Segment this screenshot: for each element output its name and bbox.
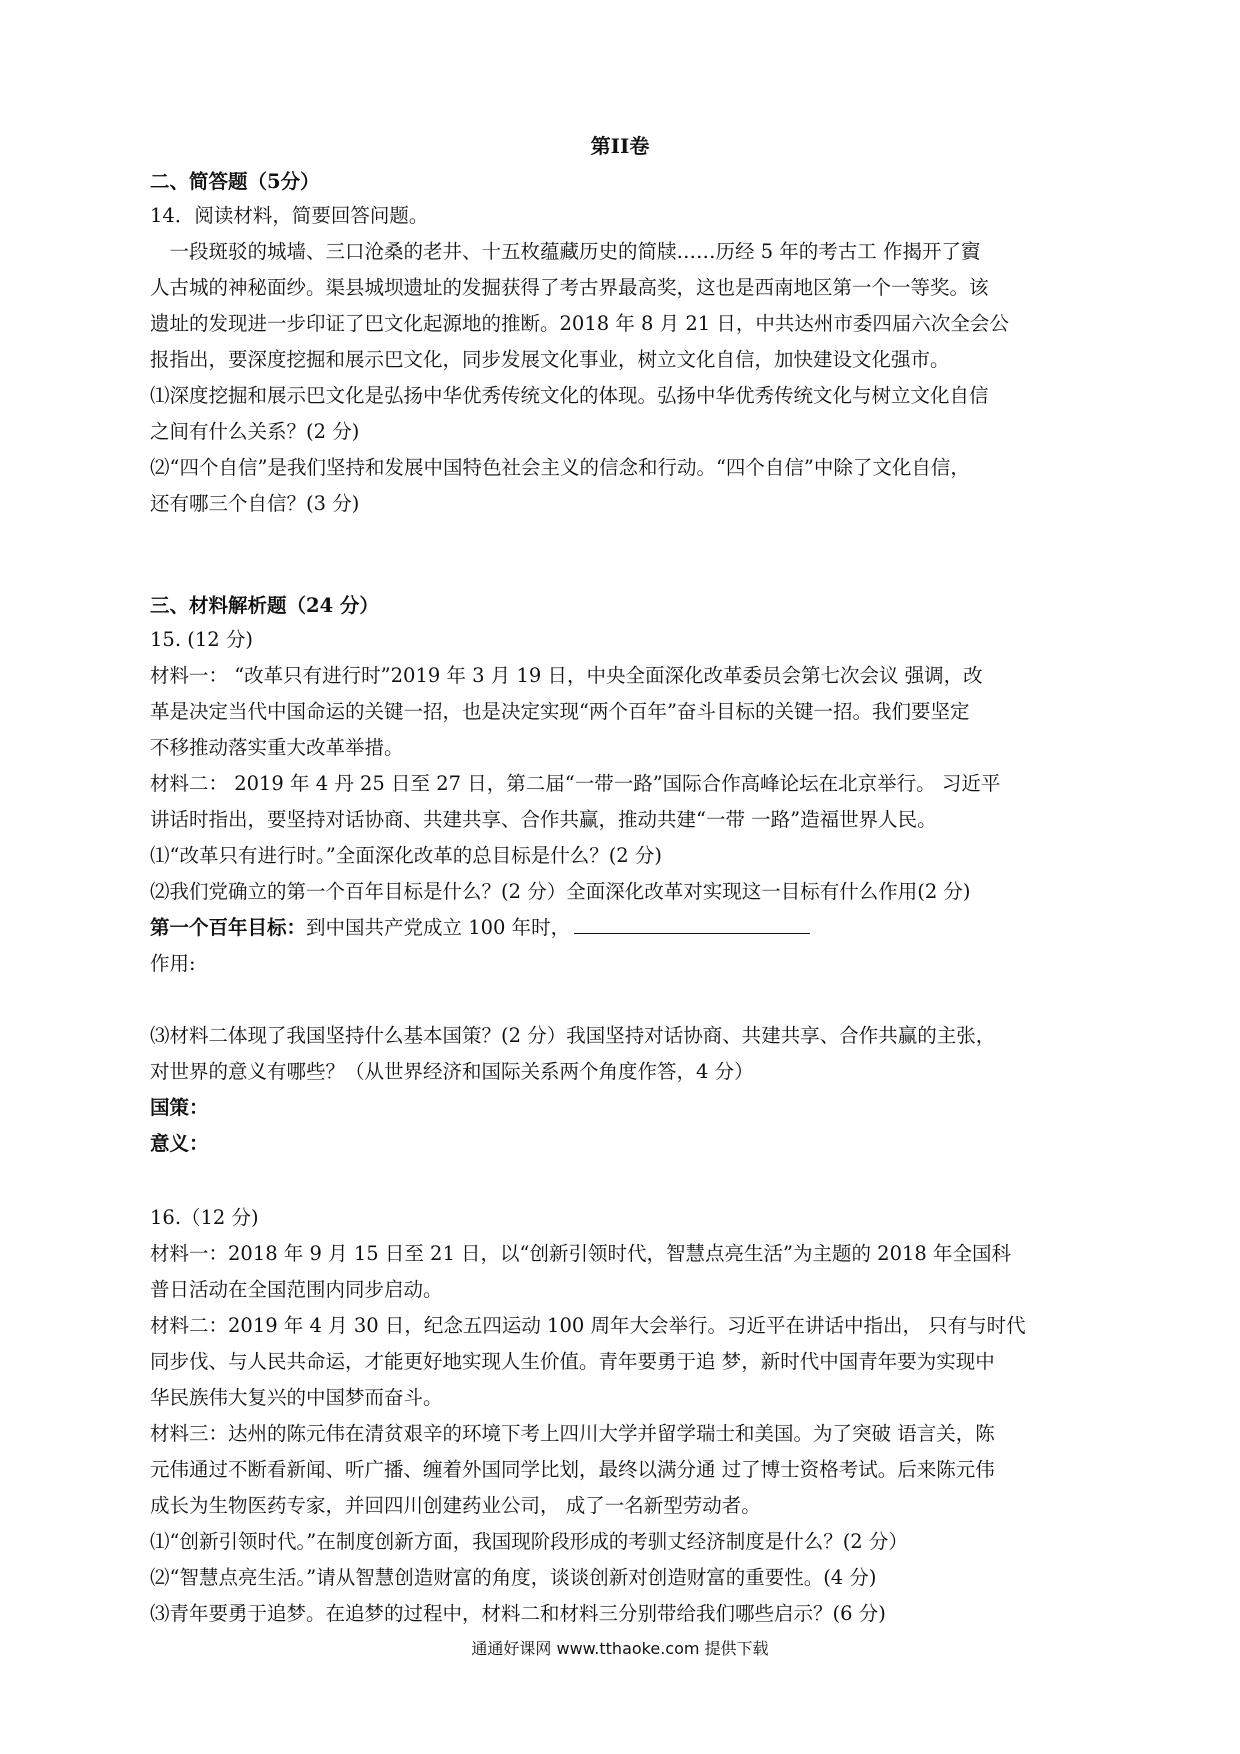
q14-sub1-line: ⑴深度挖掘和展示巴文化是弘扬中华优秀传统文化的体现。弘扬中华优秀传统文化与树立文化自信 [150,384,989,407]
q14-material-line: 一段斑驳的城墙、三口沧桑的老井、十五枚蕴藏历史的简牍……历经 5 年的考古工 作揭开了賨 [150,240,981,263]
q15-effect-label: 作用: [150,952,196,975]
q16-material3-line: 元伟通过不断看新闻、听广播、缠着外国同学比划，最终以满分通 过了博士资格考试。后来陈元伟 [150,1458,995,1481]
q16-material2-line: 华民族伟大复兴的中国梦而奋斗。 [150,1386,443,1409]
goal-label: 第一个百年目标： [150,916,307,939]
q16-material2-line: 同步伐、与人民共命运，才能更好地实现人生价值。青年要勇于追 梦，新时代中国青年要为实现中 [150,1350,995,1373]
q14-material-line: 报指出，要深度挖掘和展示巴文化，同步发展文化事业，树立文化自信，加快建设文化强市。 [150,348,950,371]
q15-material1-line: 革是决定当代中国命运的关键一招，也是决定实现“两个百年”奋斗目标的关键一招。我们要坚定 [150,700,970,723]
q15-material1-line: 不移推动落实重大改革举措。 [150,736,404,759]
q16-sub2: ⑵“智慧点亮生活。”请从智慧创造财富的角度，谈谈创新对创造财富的重要性。(4 分) [150,1566,877,1589]
q16-material1-line: 普日活动在全国范围内同步启动。 [150,1278,443,1301]
goal-text: 到中国共产党成立 100 年时， [306,916,571,939]
q16-material2-line: 材料二：2019 年 4 月 30 日，纪念五四运动 100 周年大会举行。习近平在讲话中指出， 只有与时代 [150,1314,1026,1337]
q15-sub1: ⑴“改革只有进行时。”全面深化改革的总目标是什么？(2 分) [150,844,663,867]
q14-sub2-line: ⑵“四个自信”是我们坚持和发展中国特色社会主义的信念和行动。“四个自信”中除了文化自信， [150,456,970,479]
q15-sub2: ⑵我们党确立的第一个百年目标是什么？(2 分）全面深化改革对实现这一目标有什么作用(2 分) [150,880,971,903]
answer-blank[interactable] [574,913,810,934]
q15-sub3-line: 对世界的意义有哪些？（从世界经济和国际关系两个角度作答，4 分） [150,1060,754,1083]
q16-material3-line: 材料三：达州的陈元伟在清贫艰辛的环境下考上四川大学并留学瑞士和美国。为了突破 语言关，陈 [150,1422,995,1445]
section2-heading: 二、简答题（5分） [150,170,320,193]
q16-material3-line: 成长为生物医药专家，并回四川创建药业公司， 成了一名新型劳动者。 [150,1494,761,1517]
q15-goal-row [150,910,1090,946]
q15-sub3-line: ⑶材料二体现了我国坚持什么基本国策？(2 分）我国坚持对话协商、共建共享、合作共赢的主张， [150,1024,996,1047]
q16-stem: 16.（12 分) [150,1206,259,1229]
q16-sub3: ⑶青年要勇于追梦。在追梦的过程中，材料二和材料三分别带给我们哪些启示？(6 分) [150,1602,886,1625]
q16-material1-line: 材料一：2018 年 9 月 15 日至 21 日，以“创新引领时代，智慧点亮生活”为主题的 2018 年全国科 [150,1242,1012,1265]
q14-stem: 14．阅读材料，简要回答问题。 [150,204,429,227]
meaning-label: 意义： [150,1132,209,1155]
q15-material2-line: 讲话时指出，要坚持对话协商、共建共享、合作共赢，推动共建“一带 一路”造福世界人民。 [150,808,937,831]
part-title: 第II卷 [590,134,650,158]
q15-material2-line: 材料二： 2019 年 4 丹 25 日至 27 日，第二届“一带一路”国际合作高峰论坛在北京举行。 习近平 [150,772,1001,795]
q14-material-line: 遗址的发现进一步印证了巴文化起源地的推断。2018 年 8 月 21 日，中共达州市委四届六次全会公 [150,312,1009,335]
q14-sub2-line: 还有哪三个自信？(3 分) [150,492,360,515]
q14-material-line: 人古城的神秘面纱。渠县城坝遗址的发掘获得了考古界最高奖，这也是西南地区第一个一等奖。该 [150,276,989,299]
section3-heading: 三、材料解析题（24 分） [150,594,379,617]
q16-sub1: ⑴“创新引领时代。”在制度创新方面，我国现阶段形成的考驯丈经济制度是什么？(2 分） [150,1530,908,1553]
footer-text: 通通好课网 www.tthaoke.com 提供下载 [471,1639,769,1658]
q14-sub1-line: 之间有什么关系？(2 分) [150,420,360,443]
q15-material1-line: 材料一： “改革只有进行时”2019 年 3 月 19 日，中央全面深化改革委员会第七次会议 强调，改 [150,664,983,687]
policy-label: 国策： [150,1096,209,1119]
q15-stem: 15. (12 分) [150,628,253,651]
